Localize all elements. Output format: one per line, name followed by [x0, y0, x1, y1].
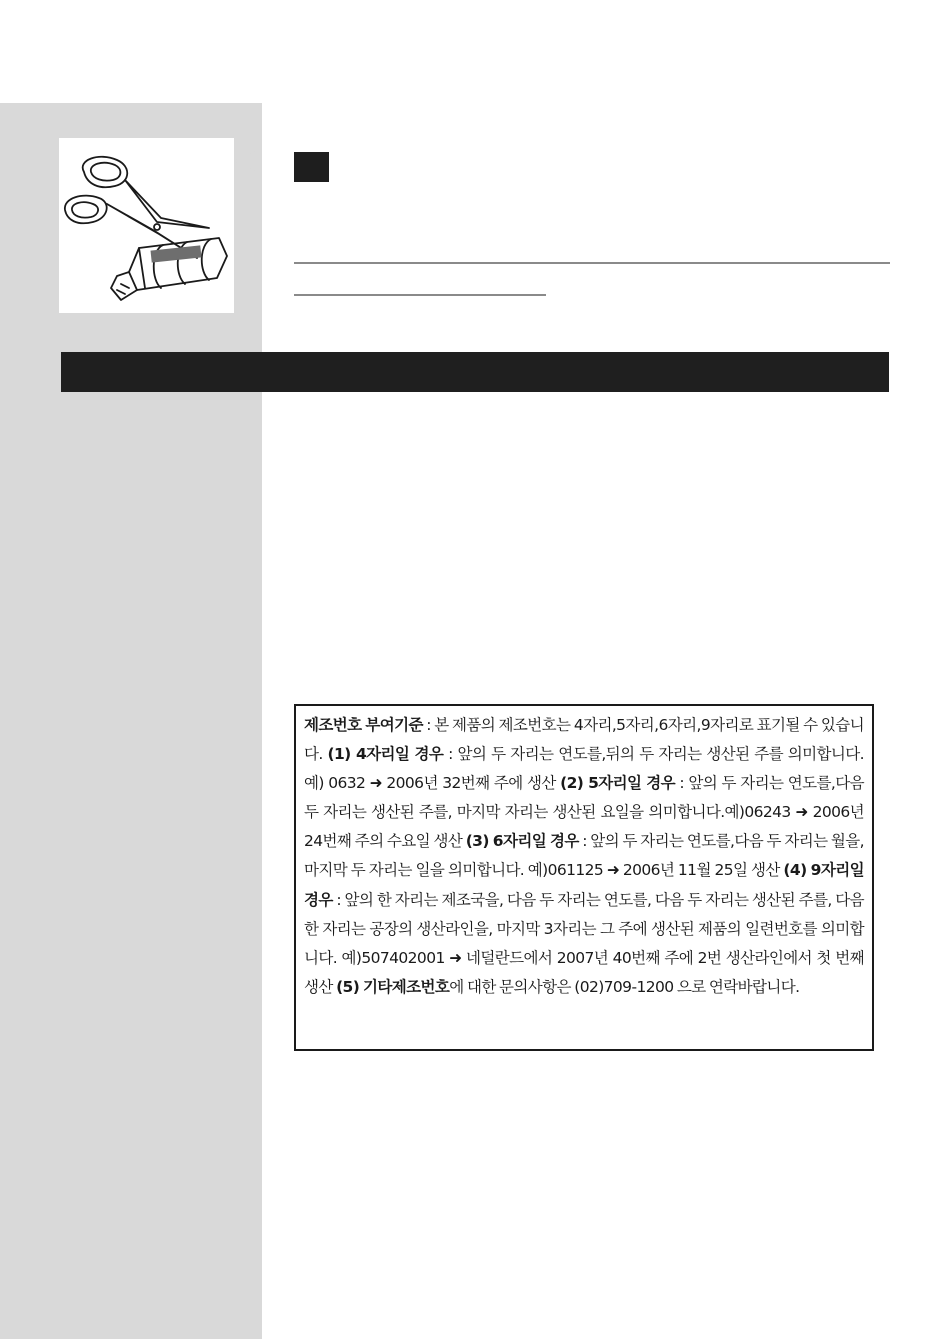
case-label-6-digit: (3) 6자리일 경우 [465, 832, 579, 851]
case-label-4-digit: (1) 4자리일 경우 [327, 745, 444, 764]
notice-heading: 제조번호 부여기준 [304, 716, 423, 734]
serial-number-notice-box [294, 704, 874, 1051]
notice-text: : 본 제품의 제조번호는 4자리,5자리,6자리,9자리로 표기될 수 있습니다. [304, 716, 865, 764]
case-text-5-digit: : 앞의 두 자리는 연도를,다음 두 자리는 생산된 주를, 마지막 자리는 생산된 요일을 의미합니다.예)06243 ➜ 2006년 24번째 주의 수요일 생산 [304, 774, 864, 851]
scissors-cutting-battery-icon [59, 138, 234, 313]
section-header-bar [61, 352, 889, 392]
case-text-6-digit: : 앞의 두 자리는 연도를,다음 두 자리는 월을, 마지막 두 자리는 일을 의미합니다. 예)061125 ➜ 2006년 11월 25일 생산 [304, 832, 864, 880]
case-text-4-digit: : 앞의 두 자리는 연도를,뒤의 두 자리는 생산된 주를 의미합니다. 예) 0632 ➜ 2006년 32번째 주에 생산 [304, 745, 864, 793]
divider-line [294, 262, 890, 264]
case-label-5-digit: (2) 5자리일 경우 [560, 774, 676, 793]
case-text-9-digit: : 앞의 한 자리는 제조국을, 다음 두 자리는 연도를, 다음 두 자리는 생산된 주를, 다음 한 자리는 공장의 생산라인을, 마지막 3자리는 그 주에 생산된 제품의 일련번호를 의미합니다. 예)507402001 ➜ 네덜란드에서 2007년 40번째 주에 2번 생산라인에서 첫 번째 생산 [304, 890, 864, 996]
case-label-other: (5) 기타제조번호 [336, 977, 450, 996]
contact-text: 에 대한 문의사항은 (02)709-1200 으로 연락바랍니다. [449, 977, 800, 996]
scissors-battery-illustration [59, 138, 234, 313]
callout-pointer [234, 148, 262, 174]
case-label-9-digit: (4) 9자리일 경우 [304, 861, 864, 909]
step-number-box [294, 152, 329, 182]
divider-line-short [294, 294, 546, 296]
